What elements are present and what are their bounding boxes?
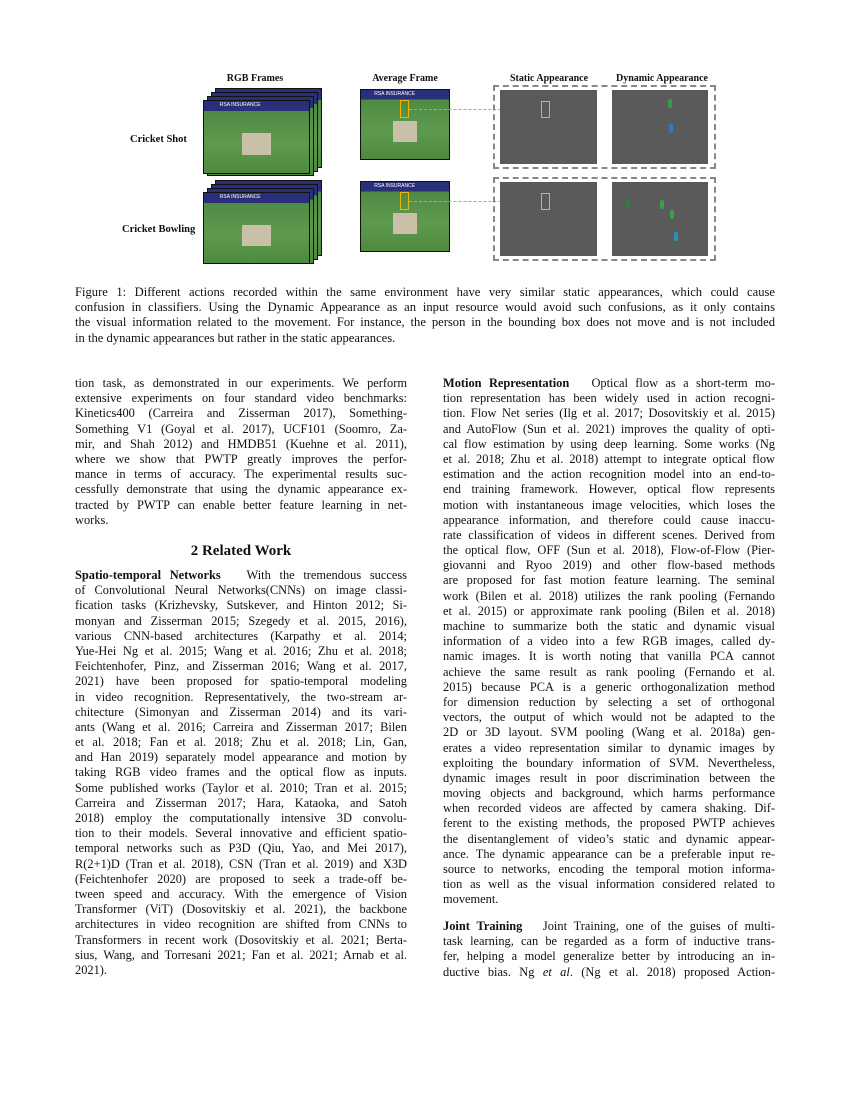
text-span: Optical flow as a short-term mo- <box>569 376 775 390</box>
bounding-box <box>400 192 409 210</box>
text-span: With the tremendous success <box>220 568 407 582</box>
text-line: ance. The dynamic appearance can be a preferable input re- <box>443 846 775 861</box>
text-line: 2021) have been proposed for spatio-temporal modeling <box>75 674 407 689</box>
text-span: . (Ng et al. 2018) proposed Action- <box>569 964 775 979</box>
bounding-box <box>400 100 409 118</box>
col-header-dynamic: Dynamic Appearance <box>616 73 708 84</box>
dynamic-appearance-bowling <box>612 182 708 256</box>
paragraph-heading: Spatio-temporal Networks <box>75 568 221 582</box>
text-line: (Feichtenhofer 2020) are proposed to seek a trade-off be- <box>75 871 407 886</box>
text-line: 2018) employ the computationally intensive 3D convolu- <box>75 811 407 825</box>
text-line: cal flow estimation by using deep learning. Some works (Ng <box>443 436 775 451</box>
text-line: Kinetics400 (Carreira and Zisserman 2017), Something- <box>75 406 407 421</box>
motion-blob <box>668 99 672 108</box>
text-line: in video recognition. Representatively, the two-stream ar- <box>75 689 407 704</box>
text-line: end training framework. However, optical flow represents <box>443 482 775 497</box>
text-line: motion with instantaneous image velocities, which loses the <box>443 497 775 512</box>
text-line: the optical flow, OFF (Sun et al. 2018), Flow-of-Flow (Pier- <box>443 543 775 558</box>
text-line: of Convolutional Neural Networks(CNNs) on image classi- <box>75 583 407 598</box>
text-line: are proposed for fast motion feature learning. The seminal <box>443 573 775 588</box>
text-line: mir, and Shah 2012) and HMDB51 (Kuehne et al. 2011), <box>75 436 407 451</box>
text-line: mance in terms of accuracy. The experimental results suc- <box>75 467 407 482</box>
text-line: sius, Wang, and Torresani 2021; Fan et al. 2021; Arnab et al. <box>75 947 407 962</box>
row-label-shot: Cricket Shot <box>130 134 187 145</box>
text-line: work (Bilen et al. 2018) utilizes the rank pooling (Fernando <box>443 588 775 603</box>
text-line: machine to summarize both the static and dynamic visual <box>443 619 775 633</box>
text-line: moving objects and background, which harms performance <box>443 786 775 801</box>
caption-line: Figure 1: Different actions recorded within the same environment have very similar static appearances, which could cause <box>75 285 775 299</box>
text-line <box>443 376 775 391</box>
text-line: 2015) because PCA is a generic orthogonalization method <box>443 679 775 694</box>
text-line: namic images. It is worth noting that vanilla PCA cannot <box>443 649 775 664</box>
paper-page: RGB Frames Average Frame Static Appearance Dynamic Appearance Cricket Shot Cricket Bowling RSA INSURANCE RSA INSURANCE RSA INSURANCE RSA INSURANCE Figure 1: Different actions recorded within the same environment have very similar static appearances, which could cause confusion in classifiers. Using the Dynamic Appearance as an input resource would avoid such confusions, as it only contains the visual information related to the movement. For instance, the person in the bounding box does not move and is not included in the dynamic appearances but rather in the static appearances. tion task, as demonstrated in our experiments. We perform extensive experiments on four standard video benchmarks: Kinetics400 (Carreira and Zisserman 2017), Something- Something V1 (Goyal et al. 2017), UCF101 (Soomro, Za- mir, and Shah 2012) and HMDB51 (Kuehne et al. 2011), where we show that PWTP greatly improves the perfor- mance in terms of accuracy. The experimental results suc- cessfully demonstrate that using the dynamic appearance ex- tracted by PWTP can enable better feature learning in net- works. 2 Related Work Spatio-temporal Networks With the tremendous success of Convolutional Neural Networks(CNNs) on image classi- fication tasks (Krizhevsky, Sutskever, and Hinton 2012; Si- monyan and Zisserman 2015; Szegedy et al. 2015, 2016), various CNN-based architectures (Karpathy et al. 2014; Yue-Hei Ng et al. 2015; Wang et al. 2016; Zhu et al. 2018; Feichtenhofer, Pinz, and Zisserman 2016; Wang et al. 2017, 2021) have been proposed for spatio-temporal modeling in video recognition. Representatively, the two-stream ar- chitecture (Simonyan and Zisserman 2014) and its vari- ants (Wang et al. 2016; Carreira and Zisserman 2017; Bilen et al. 2018; Fan et al. 2018; Zhu et al. 2018; Lin, Gan, and Han 2019) separately model appearance and motion by taking RGB video frames and the optical flow as inputs. Some published works (Taylor et al. 2010; Tran et al. 2015; Carreira and Zisserman 2017; Hara, Kataoka, and Satoh 2018) employ the computationally intensive 3D convolu- tion to their models. Several innovative and efficient spatio- temporal networks such as P3D (Qiu, Yao, and Mei 2017), R(2+1)D (Tran et al. 2018), CSN (Tran et al. 2019) and X3D (Feichtenhofer 2020) are proposed to seek a trade-off be- tween speed and accuracy. With the emergence of Vision Transformer (ViT) (Dosovitskiy et al. 2021), the backbone architectures in video recognition are shifted from CNNs to Transformers in recent work (Dosovitskiy et al. 2021; Berta- sius, Wang, and Torresani 2021; Fan et al. 2021; Arnab et al. 2021). Motion Representation Optical flow as a short-term mo- tion representation has been widely used in action recogni- tion. Flow Net series (Ilg et al. 2017; Dosovitskiy et al. 2015) and AutoFlow (Sun et al. 2021) improves the quality of opti- cal flow estimation by using deep learning. Some works (Ng et al. 2018; Zhu et al. 2018) attempt to integrate optical flow estimation and the action recognition model into an end-to- end training framework. However, optical flow represents motion with instantaneous image velocities, which loses the appearance information, and therefore could cause inaccu- rate classification of videos in different scenes. Derived from the optical flow, OFF (Sun et al. 2018), Flow-of-Flow (Pier- giovanni and Ryoo 2019) and other flow-based methods are proposed for fast motion feature learning. The seminal work (Bilen et al. 2018) utilizes the rank pooling (Fernando et al. 2015) or approximate rank pooling (Bilen et al. 2018) machine to summarize both the static and dynamic visual information of a video into a few RGB images, called dy- namic images. It is worth noting that vanilla PCA cannot achieve the same result as rank pooling (Fernando et al. 2015) because PCA is a generic orthogonalization method for dimension reduction by selecting a set of orthogonal vectors, the output of which would not be adapted to the 2D or 3D layout. SVM pooling (Wang et al. 2018a) gen- erates a video representation similar to dynamic images by exploiting the boundary information of SVM. Nevertheless, dynamic images result in poor discrimination between the moving objects and background, which harms performance when recorded videos are affected by camera shaking. Dif- ferent to the existing methods, the proposed PWTP achieves the disentanglement of video’s static and dynamic appear- ance. The dynamic appearance can be a preferable input re- source to networks, encoding the temporal motion informa- tion as well as the visual information considered related to movement. Joint Training Joint Training, one of the guises of multi- task learning, can be regarded as a form of inductive trans- fer, helping a model generalize better by introducing an in- ductive bias. Ng et al. (Ng et al. 2018) proposed Action- <box>0 0 850 1100</box>
dynamic-appearance-shot <box>612 90 708 164</box>
text-line: et al. 2018; Zhu et al. 2018) attempt to integrate optical flow <box>443 451 775 466</box>
text-line: Yue-Hei Ng et al. 2015; Wang et al. 2016; Zhu et al. 2018; <box>75 643 407 658</box>
col-header-rgb: RGB Frames <box>226 73 284 84</box>
text-line: exploiting the boundary information of SVM. Nevertheless, <box>443 755 775 770</box>
text-line: fication tasks (Krizhevsky, Sutskever, and Hinton 2012; Si- <box>75 598 407 613</box>
text-line: cessfully demonstrate that using the dynamic appearance ex- <box>75 482 407 497</box>
text-line: when recorded videos are affected by camera shaking. Dif- <box>443 801 775 816</box>
joint-training-paragraph <box>443 919 775 980</box>
text-line: achieve the same result as rank pooling (Fernando et al. <box>443 664 775 679</box>
text-line: dynamic images result in poor discrimination between the <box>443 770 775 785</box>
col-header-static: Static Appearance <box>509 73 589 84</box>
text-line <box>443 965 775 980</box>
text-line: Feichtenhofer, Pinz, and Zisserman 2016; Wang et al. 2017, <box>75 659 407 674</box>
text-line: et al. 2018; Fan et al. 2018; Zhu et al. 2018; Lin, Gan, <box>75 735 407 750</box>
text-line: 2021). <box>75 962 108 977</box>
text-line: extensive experiments on four standard video benchmarks: <box>75 391 407 406</box>
col-header-average: Average Frame <box>372 73 438 84</box>
text-line: works. <box>75 512 109 527</box>
text-line: vectors, the output of which would not be adapted to the <box>443 710 775 725</box>
text-line: tion as well as the visual information considered related to <box>443 877 775 892</box>
text-line: giovanni and Ryoo 2019) and other flow-based methods <box>443 558 775 573</box>
text-line: Transformers in recent work (Dosovitskiy et al. 2021; Berta- <box>75 932 407 947</box>
text-span: ductive bias. Ng <box>443 964 543 979</box>
text-line: tion representation has been widely used in action recogni- <box>443 391 775 406</box>
text-line <box>443 919 775 934</box>
motion-representation-paragraph <box>443 376 775 908</box>
text-line: et al. 2015) or approximate rank pooling (Bilen et al. 2018) <box>443 603 775 618</box>
text-line: R(2+1)D (Tran et al. 2018), CSN (Tran et al. 2019) and X3D <box>75 856 407 871</box>
text-line: ants (Wang et al. 2016; Carreira and Zisserman 2017; Bilen <box>75 719 407 734</box>
text-line: rate classification of videos in different scenes. Derived from <box>443 527 775 542</box>
text-line: ferent to the existing methods, the proposed PWTP achieves <box>443 816 775 831</box>
row-label-bowling: Cricket Bowling <box>122 224 196 235</box>
motion-blob <box>674 232 678 241</box>
motion-blob <box>626 200 630 209</box>
text-line: chitecture (Simonyan and Zisserman 2014) and its vari- <box>75 704 407 719</box>
caption-line: in the dynamic appearances but rather in the static appearances. <box>75 330 396 345</box>
text-line: information of a video into a few RGB images, called dy- <box>443 634 775 649</box>
text-line: appearance information, and therefore could cause inaccu- <box>443 512 775 527</box>
text-line: and Han 2019) separately model appearance and motion by <box>75 750 407 765</box>
figure-caption <box>75 284 775 345</box>
motion-blob <box>660 200 664 209</box>
paragraph-heading: Joint Training <box>443 919 523 933</box>
text-line: taking RGB video frames and the optical flow as inputs. <box>75 765 407 780</box>
text-line: tracted by PWTP can enable better feature learning in net- <box>75 497 407 512</box>
text-line: task learning, can be regarded as a form of inductive trans- <box>443 934 775 949</box>
average-frame-bowling: RSA INSURANCE <box>360 181 450 252</box>
text-line: and AutoFlow (Sun et al. 2021) improves the quality of opti- <box>443 421 775 436</box>
text-line: estimation and the action recognition model into an end-to- <box>443 467 775 482</box>
text-line: tween speed and accuracy. With the emergence of Vision <box>75 886 407 901</box>
italic-text: et al <box>542 964 570 979</box>
section-heading: 2 Related Work <box>190 543 292 559</box>
text-line: the disentanglement of video’s static and dynamic appear- <box>443 831 775 846</box>
spatio-temporal-paragraph <box>75 568 407 978</box>
bounding-box <box>541 101 550 118</box>
text-span: Joint Training, one of the guises of multi- <box>522 919 775 933</box>
average-frame-shot: RSA INSURANCE <box>360 89 450 160</box>
text-line: source to networks, encoding the temporal motion informa- <box>443 862 775 876</box>
text-line: architectures in video recognition are shifted from CNNs to <box>75 917 407 932</box>
text-line: movement. <box>443 892 499 907</box>
paragraph-heading: Motion Representation <box>443 376 570 390</box>
bounding-box <box>541 193 550 210</box>
caption-line: confusion in classifiers. Using the Dynamic Appearance as an input resource would avoid such confusions, as it only contains <box>75 300 775 315</box>
text-line <box>75 568 407 583</box>
text-line: tion task, as demonstrated in our experiments. We perform <box>75 376 407 390</box>
text-line: monyan and Zisserman 2015; Szegedy et al. 2015, 2016), <box>75 613 407 628</box>
text-line: 2D or 3D layout. SVM pooling (Wang et al. 2018a) gen- <box>443 725 775 740</box>
text-line: temporal networks such as P3D (Qiu, Yao, and Mei 2017), <box>75 841 407 856</box>
text-line: tion to their models. Several innovative and efficient spatio- <box>75 826 407 841</box>
text-line: where we show that PWTP greatly improves the perfor- <box>75 451 407 466</box>
text-line: erates a video representation similar to dynamic images by <box>443 740 775 755</box>
text-line: various CNN-based architectures (Karpathy et al. 2014; <box>75 628 407 643</box>
text-line: Something V1 (Goyal et al. 2017), UCF101 (Soomro, Za- <box>75 421 407 436</box>
text-line: Carreira and Zisserman 2017; Hara, Kataoka, and Satoh <box>75 795 407 810</box>
text-line: Transformer (ViT) (Dosovitskiy et al. 2021), the backbone <box>75 902 407 917</box>
text-line: tion. Flow Net series (Ilg et al. 2017; Dosovitskiy et al. 2015) <box>443 406 775 421</box>
motion-blob <box>670 210 674 219</box>
intro-paragraph <box>75 376 407 528</box>
motion-blob <box>669 124 673 133</box>
text-line: fer, helping a model generalize better by introducing an in- <box>443 949 775 964</box>
text-line: for dimension reduction by selecting a set of orthogonal <box>443 694 775 709</box>
caption-line: the visual information related to the movement. For instance, the person in the bounding box does not move and is not included <box>75 315 775 330</box>
text-line: Some published works (Taylor et al. 2010; Tran et al. 2015; <box>75 780 407 795</box>
